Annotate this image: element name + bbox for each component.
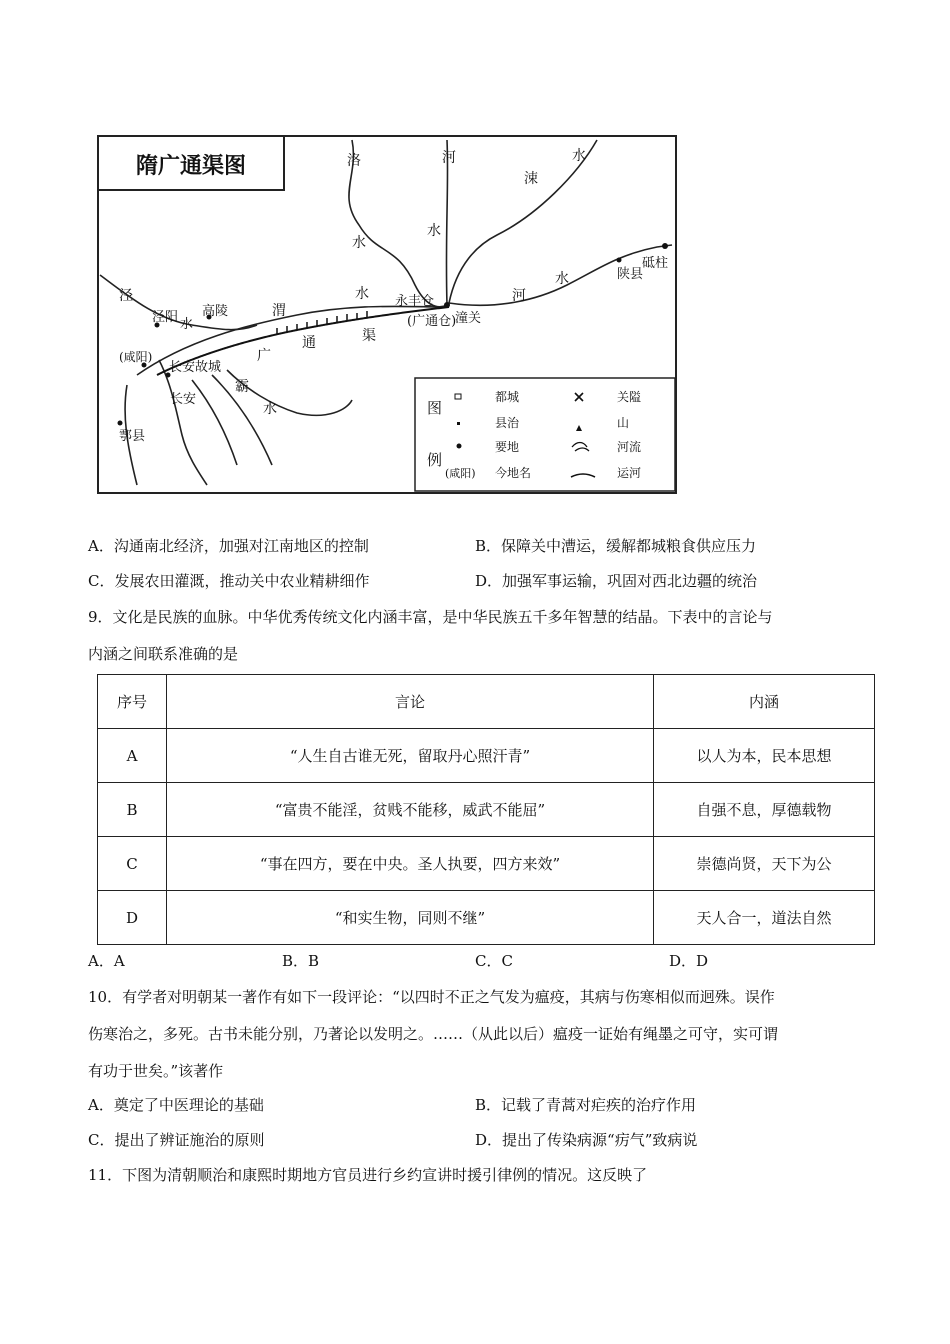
label-gaoling: 高陵 — [202, 304, 229, 319]
row-d-meaning: 天人合一，道法自然 — [654, 891, 875, 945]
label-dizhu: 砥柱 — [642, 256, 669, 271]
legend-county: 县治 — [495, 416, 520, 430]
legend-modern-marker: (咸阳) — [445, 467, 476, 480]
legend-mountain: 山 — [617, 416, 630, 430]
q9-option-a[interactable]: A．A — [88, 952, 125, 970]
label-wei: 渭 — [272, 303, 286, 319]
row-c-number: C — [98, 837, 167, 891]
table-header-row — [98, 675, 875, 729]
q9-option-d[interactable]: D．D — [669, 952, 709, 970]
row-c-meaning: 崇德尚贤，天下为公 — [654, 837, 875, 891]
row-b-number: B — [98, 783, 167, 837]
q9-stem-line1: 9．文化是民族的血脉。中华优秀传统文化内涵丰富，是中华民族五千多年智慧的结晶。下表中的言论与 — [88, 608, 773, 626]
table-row — [98, 837, 875, 891]
sui-guangtong-canal-map — [97, 135, 677, 495]
table-header-quote: 言论 — [167, 675, 654, 729]
label-jing: 泾 — [119, 288, 133, 304]
label-shui-ba: 水 — [263, 401, 277, 417]
q9-option-b[interactable]: B．B — [282, 952, 320, 970]
label-changan: 长安 — [170, 392, 197, 407]
table-row — [98, 783, 875, 837]
q10-option-c[interactable]: C．提出了辨证施治的原则 — [88, 1131, 265, 1149]
label-xianyang: (咸阳) — [119, 350, 153, 364]
label-shanxian: 陕县 — [617, 267, 644, 282]
legend-capital: 都城 — [495, 390, 520, 404]
label-he1: 河 — [442, 150, 456, 166]
label-su: 涑 — [524, 171, 538, 187]
legend-modern-name: 今地名 — [495, 466, 532, 480]
q8-option-a[interactable]: A．沟通南北经济，加强对江南地区的控制 — [88, 537, 369, 555]
legend-heading-1: 图 — [427, 399, 443, 417]
q8-option-b[interactable]: B．保障关中漕运，缓解都城粮食供应压力 — [475, 537, 757, 555]
legend-key-place: 要地 — [495, 440, 520, 454]
row-a-quote: “人生自古谁无死，留取丹心照汗青” — [167, 729, 654, 783]
row-a-number: A — [98, 729, 167, 783]
label-huxian: 鄠县 — [119, 429, 146, 444]
label-changan-old: 长安故城 — [169, 360, 222, 375]
label-tongguan: 潼关 — [455, 311, 482, 326]
row-c-quote: “事在四方，要在中央。圣人执要，四方来效” — [167, 837, 654, 891]
table-row — [98, 891, 875, 945]
label-shui4: 水 — [555, 271, 569, 287]
legend-canal: 运河 — [617, 466, 642, 480]
label-yongfengcang: 永丰仓 — [395, 294, 435, 309]
label-jingyang: 泾阳 — [152, 310, 179, 325]
q9-stem-line2: 内涵之间联系准确的是 — [88, 645, 239, 663]
row-b-quote: “富贵不能淫，贫贱不能移，威武不能屈” — [167, 783, 654, 837]
q9-option-c[interactable]: C．C — [475, 952, 513, 970]
table-row — [98, 729, 875, 783]
row-d-number: D — [98, 891, 167, 945]
legend-heading-2: 例 — [427, 451, 443, 469]
label-guangtongcang: (广通仓) — [407, 314, 457, 329]
label-luo: 洛 — [347, 153, 361, 169]
map-legend — [415, 378, 675, 491]
label-he2: 河 — [512, 288, 526, 304]
label-qu: 渠 — [362, 328, 376, 344]
row-a-meaning: 以人为本，民本思想 — [654, 729, 875, 783]
table-header-meaning: 内涵 — [654, 675, 875, 729]
q8-option-c[interactable]: C．发展农田灌溉，推动关中农业精耕细作 — [88, 572, 370, 590]
label-shui2: 水 — [352, 235, 366, 251]
q10-option-b[interactable]: B．记载了青蒿对疟疾的治疗作用 — [475, 1096, 697, 1114]
q11-stem-line1: 11．下图为清朝顺治和康熙时期地方官员进行乡约宣讲时援引律例的情况。这反映了 — [88, 1166, 648, 1184]
label-tong: 通 — [302, 335, 316, 351]
q10-stem-line1: 10．有学者对明朝某一著作有如下一段评论：“以四时不正之气发为瘟疫，其病与伤寒相似而迥殊。误作 — [88, 988, 775, 1006]
map-title: 隋广通渠图 — [135, 153, 247, 179]
q10-option-d[interactable]: D．提出了传染病源“疠气”致病说 — [475, 1131, 698, 1149]
q8-option-d[interactable]: D．加强军事运输，巩固对西北边疆的统治 — [475, 572, 758, 590]
label-shui-wei: 水 — [355, 286, 369, 302]
q10-stem-line2: 伤寒治之，多死。古书未能分别，乃著论以发明之。……（从此以后）瘟疫一证始有绳墨之可守，实可谓 — [88, 1025, 779, 1043]
label-shui-jing: 水 — [180, 317, 194, 332]
legend-pass: 关隘 — [617, 390, 642, 404]
q9-table — [97, 674, 875, 945]
row-b-meaning: 自强不息，厚德载物 — [654, 783, 875, 837]
q10-option-a[interactable]: A．奠定了中医理论的基础 — [88, 1096, 264, 1114]
table-header-number: 序号 — [98, 675, 167, 729]
label-ba: 霸 — [235, 379, 249, 395]
q10-stem-line3: 有功于世矣。”该著作 — [88, 1062, 224, 1080]
label-guang: 广 — [257, 348, 271, 364]
row-d-quote: “和实生物，同则不继” — [167, 891, 654, 945]
label-shui3: 水 — [427, 223, 441, 239]
legend-river: 河流 — [617, 440, 642, 454]
label-shui1: 水 — [572, 148, 586, 164]
